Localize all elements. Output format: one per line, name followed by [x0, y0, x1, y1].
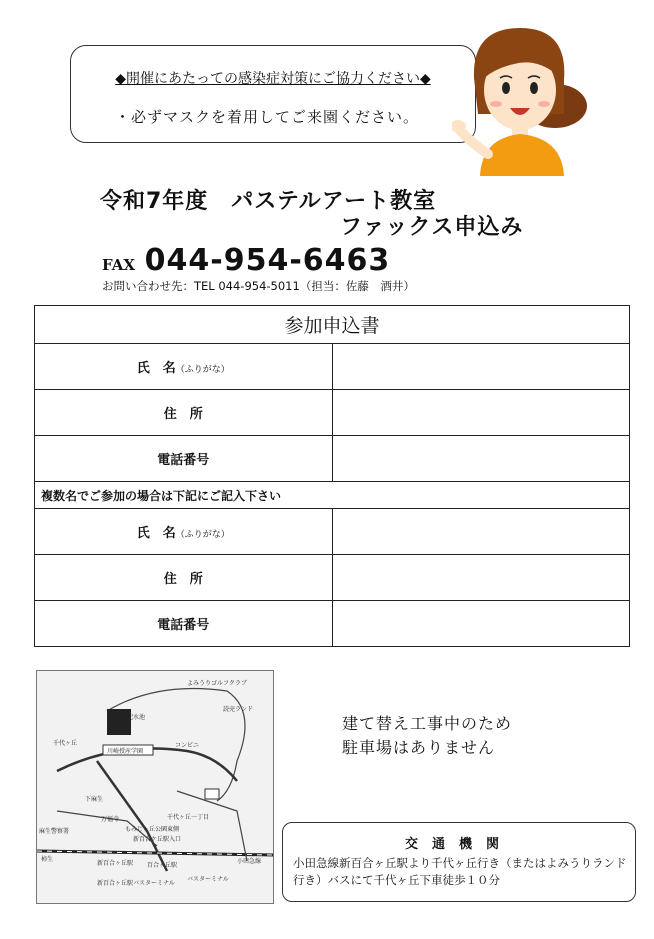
map-label: 麻生警察署	[39, 828, 70, 835]
address-label: 住 所	[35, 390, 333, 436]
name-label-2	[35, 509, 333, 555]
map-label: 百合ヶ丘駅	[147, 862, 178, 869]
name-label	[35, 344, 333, 390]
name-label-text: 氏 名	[136, 361, 176, 376]
name-furigana-note-2: （ふりがな）	[175, 530, 230, 540]
contact-info: お問い合わせ先：TEL 044-954-5011（担当：佐藤 酒井）	[102, 279, 415, 293]
page-title: 令和7年度 パステルアート教室	[100, 189, 437, 214]
access-map	[36, 670, 274, 904]
fax-line	[102, 243, 390, 278]
map-label: バスターミナル	[187, 876, 229, 883]
map-label: 万福寺	[101, 816, 120, 823]
map-label: 千代ヶ丘一丁目	[167, 814, 210, 821]
phone-field[interactable]	[332, 436, 630, 482]
notice-text: ・必ずマスクを着用してご来園ください。	[115, 108, 420, 126]
map-label: もみじヶ丘公園東側	[125, 826, 180, 833]
address-label-2: 住 所	[35, 555, 333, 601]
map-label: 新百合ヶ丘駅バスターミナル	[97, 880, 175, 887]
access-title: 交通機関	[404, 837, 513, 852]
map-label: 柿生	[41, 856, 54, 863]
name-label-text-2: 氏 名	[136, 526, 176, 541]
map-label: 千代ヶ丘	[53, 740, 78, 747]
application-form	[34, 305, 630, 647]
map-label: 新百合ヶ丘駅	[97, 860, 134, 867]
access-text: 小田急線新百合ヶ丘駅より千代ヶ丘行き（またはよみうりランド行き）バスにて千代ヶ丘下車徒歩１０分	[293, 856, 627, 887]
address-field[interactable]	[332, 390, 630, 436]
presenter-girl-illustration	[452, 18, 592, 176]
parking-notice	[342, 712, 512, 760]
address-field-2[interactable]	[332, 555, 630, 601]
name-furigana-note: （ふりがな）	[175, 365, 230, 375]
notice-box	[70, 45, 476, 143]
map-label: コンビニ	[175, 742, 200, 749]
multiple-participants-note: 複数名でご参加の場合は下記にご記入下さい	[35, 482, 630, 509]
name-field-2[interactable]	[332, 509, 630, 555]
fax-number: 044-954-6463	[144, 243, 391, 278]
map-label: 読売ランド	[223, 706, 254, 713]
name-field[interactable]	[332, 344, 630, 390]
parking-notice-line1: 建て替え工事中のため	[342, 714, 513, 733]
form-title: 参加申込書	[35, 306, 630, 344]
map-label: 新百合ケ丘駅入口	[133, 836, 182, 843]
phone-label: 電話番号	[35, 436, 333, 482]
map-label: 川崎授産学園	[107, 748, 144, 755]
phone-label-2: 電話番号	[35, 601, 333, 647]
phone-field-2[interactable]	[332, 601, 630, 647]
map-label: 小田急線	[237, 858, 262, 865]
notice-title: ◆開催にあたっての感染症対策にご協力ください◆	[115, 71, 431, 87]
map-label: 配水池	[127, 714, 146, 721]
access-box	[282, 822, 636, 902]
map-label: 下麻生	[85, 796, 104, 803]
map-label: よみうりゴルフクラブ	[187, 680, 247, 687]
fax-label: FAX	[102, 256, 136, 274]
page-subtitle: ファックス申込み	[340, 215, 524, 240]
parking-notice-line2: 駐車場はありません	[342, 738, 496, 757]
